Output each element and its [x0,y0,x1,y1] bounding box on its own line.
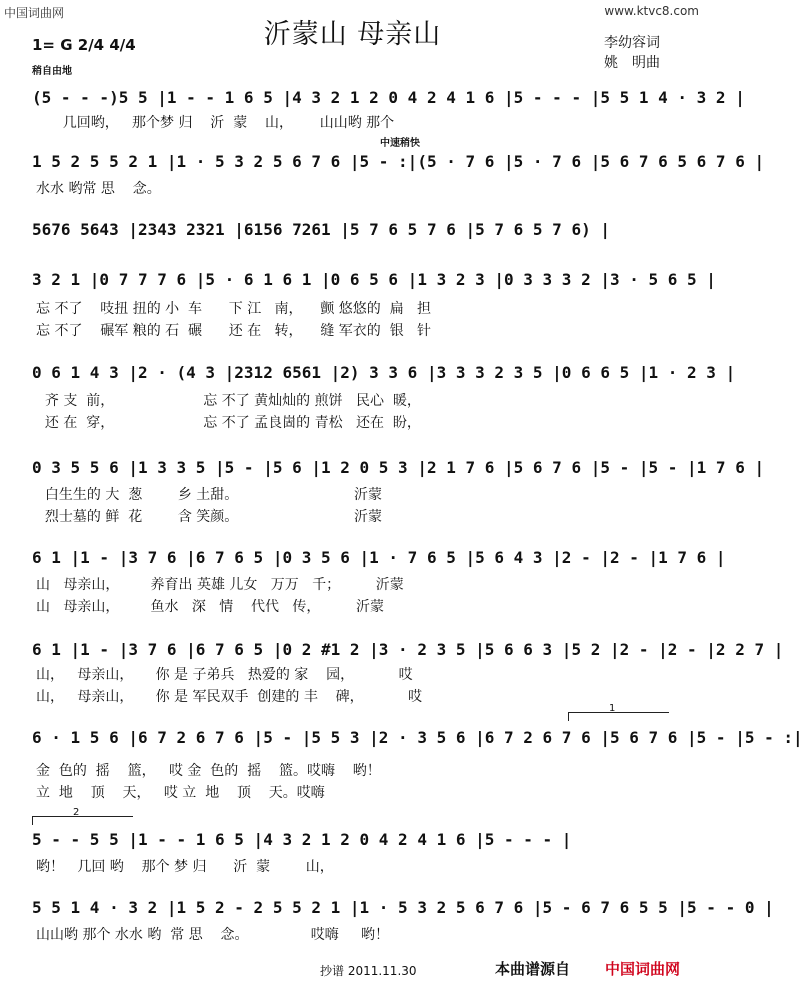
key-signature: 1= G 2/4 4/4 [32,36,136,54]
source-site-name[interactable]: 中国词曲网 [605,960,681,978]
lyric-line: 水水 哟常 思 念。 [36,181,161,197]
notation-line: 3 2 1 |0 7 7 7 6 |5 · 6 1 6 1 |0 6 5 6 |1 3 2 3 |0 3 3 3 2 |3 · 5 6 5 | [32,270,716,289]
tempo-change-marking: 中速稍快 [380,138,420,149]
lyric-line: 山 母亲山， 鱼水 深 情 代代 传， 沂蒙 [36,599,384,615]
lyric-line: 烈士墓的 鲜 花 含 笑颜。 沂蒙 [36,509,383,525]
notation-line: 1 5 2 5 5 2 1 |1 · 5 3 2 5 6 7 6 |5 - :|(5 · 7 6 |5 · 7 6 |5 6 7 6 5 6 7 6 | [32,152,765,171]
notation-line: 5 5 1 4 · 3 2 |1 5 2 - 2 5 5 2 1 |1 · 5 3 2 5 6 7 6 |5 - 6 7 6 5 5 |5 - - 0 | [32,898,774,917]
lyric-line: 忘 不了 碾军 粮的 石 碾 还 在 转， 缝 军衣的 银 针 [36,323,432,339]
lyric-line: 山， 母亲山， 你 是 子弟兵 热爱的 家 园， 哎 [36,667,413,683]
notation-line: 6 1 |1 - |3 7 6 |6 7 6 5 |0 3 5 6 |1 · 7 6 5 |5 6 4 3 |2 - |2 - |1 7 6 | [32,548,726,567]
source-label: 本曲谱源自 [495,960,571,978]
lyric-line: 山山哟 那个 水水 哟 常 思 念。 哎嗨 哟！ [36,927,390,943]
lyric-line: 几回哟， 那个梦 归 沂 蒙 山， 山山哟 那个 [36,115,395,131]
lyric-line: 还 在 穿， 忘 不了 孟良崮的 青松 还在 盼， [36,415,421,431]
notation-line: (5 - - -)5 5 |1 - - 1 6 5 |4 3 2 1 2 0 4 2 4 1 6 |5 - - - |5 5 1 4 · 3 2 | [32,88,745,107]
lyric-line: 忘 不了 吱扭 扭的 小 车 下 江 南， 颤 悠悠的 扁 担 [36,301,432,317]
notation-line: 6 · 1 5 6 |6 7 2 6 7 6 |5 - |5 5 3 |2 · 3 5 6 |6 7 2 6 7 6 |5 6 7 6 |5 - |5 - :| [32,728,803,747]
lyric-line: 立 地 顶 天， 哎 立 地 顶 天。哎嗨 [36,785,325,801]
lyric-line: 白生生的 大 葱 乡 土甜。 沂蒙 [36,487,383,503]
composer-credit: 姚 明曲 [604,55,660,71]
volta-bracket: 2 [32,816,133,825]
site-name-top-left: 中国词曲网 [4,6,65,20]
tempo-marking: 稍自由地 [32,66,72,77]
lyric-line: 哟！ 几回 哟 那个 梦 归 沂 蒙 山， [36,859,334,875]
lyric-line: 齐 支 前， 忘 不了 黄灿灿的 煎饼 民心 暖， [36,393,421,409]
notation-line: 0 3 5 5 6 |1 3 3 5 |5 - |5 6 |1 2 0 5 3 |2 1 7 6 |5 6 7 6 |5 - |5 - |1 7 6 | [32,458,765,477]
lyric-line: 金 色的 摇 篮， 哎 金 色的 摇 篮。哎嗨 哟！ [36,763,381,779]
song-title: 沂蒙山 母亲山 [263,19,442,50]
site-url-top-right: www.ktvc8.com [604,4,699,18]
volta-bracket: 1 [568,712,669,721]
lyricist-credit: 李幼容词 [604,35,660,51]
notation-line: 5 - - 5 5 |1 - - 1 6 5 |4 3 2 1 2 0 4 2 4 1 6 |5 - - - | [32,830,572,849]
notation-line: 5676 5643 |2343 2321 |6156 7261 |5 7 6 5 7 6 |5 7 6 5 7 6) | [32,220,610,239]
lyric-line: 山 母亲山， 养育出 英雄 儿女 万万 千； 沂蒙 [36,577,404,593]
transcription-date: 抄谱 2011.11.30 [320,964,417,978]
notation-line: 6 1 |1 - |3 7 6 |6 7 6 5 |0 2 #1 2 |3 · 2 3 5 |5 6 6 3 |5 2 |2 - |2 - |2 2 7 | [32,640,784,659]
notation-line: 0 6 1 4 3 |2 · (4 3 |2312 6561 |2) 3 3 6 |3 3 3 2 3 5 |0 6 6 5 |1 · 2 3 | [32,363,736,382]
lyric-line: 山， 母亲山， 你 是 军民双手 创建的 丰 碑， 哎 [36,689,423,705]
